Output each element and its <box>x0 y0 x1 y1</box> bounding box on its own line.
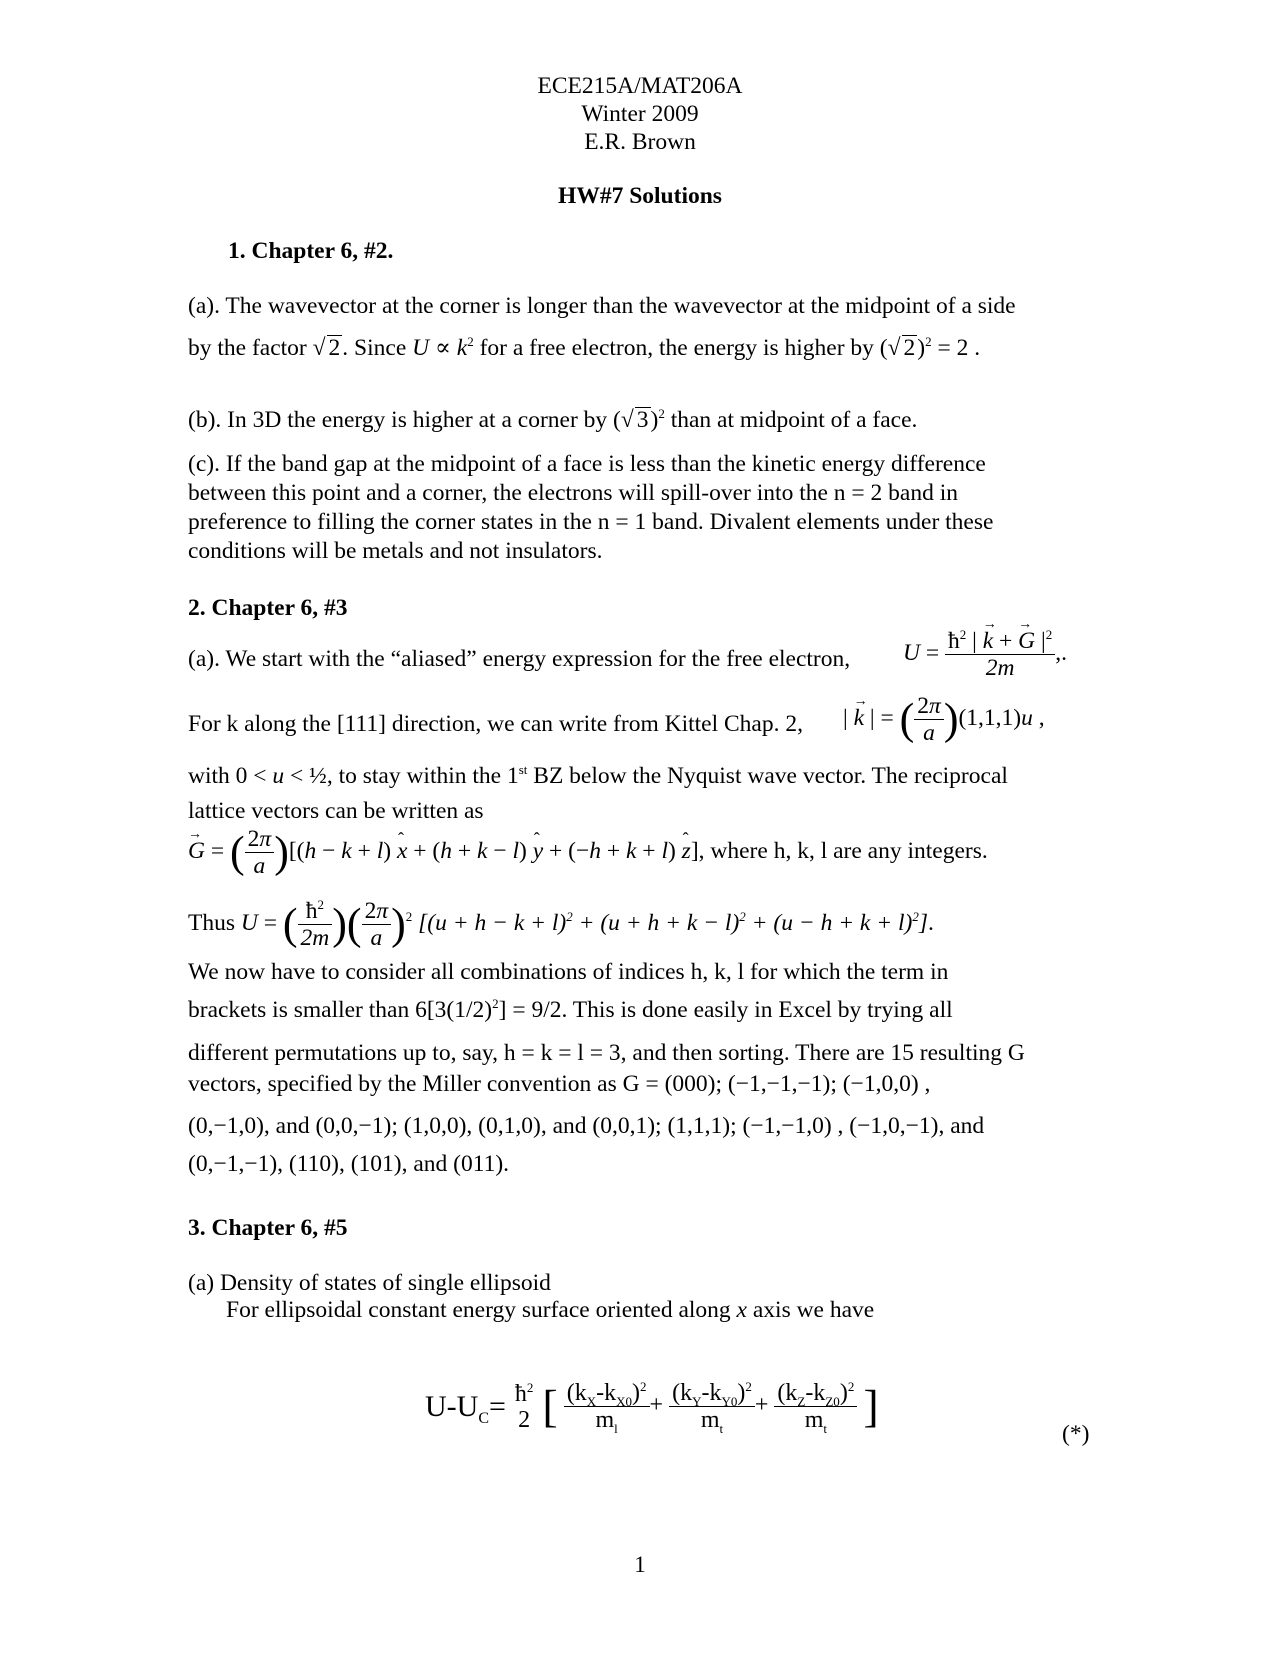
s2-perm-line: different permutations up to, say, h = k = l = 3, and then sorting. There are 15 resulting G <box>188 1040 1025 1066</box>
s2-vectors-line1: vectors, specified by the Miller convention as G = (000); (−1,−1,−1); (−1,0,0) , <box>188 1071 931 1097</box>
s1-c-line2: between this point and a corner, the electrons will spill-over into the n = 2 band in <box>188 480 958 506</box>
s2-energy-equation: U = $\frac{ħ^2 | \to k + \to G |^2}{2m}$ ,. <box>903 628 1067 681</box>
s3-a-line: (a) Density of states of single ellipsoid <box>188 1270 551 1296</box>
s1-c-line1: (c). If the band gap at the midpoint of a face is less than the kinetic energy difference <box>188 451 986 477</box>
section-3-heading: 3. Chapter 6, #5 <box>188 1215 348 1241</box>
s2-consider-line: We now have to consider all combinations of indices h, k, l for which the term in <box>188 959 949 985</box>
s2-with-line: with 0 < u < ½, to stay within the 1st BZ below the Nyquist wave vector. The reciprocal <box>188 762 1008 789</box>
s2-vectors-line3: (0,−1,−1), (110), (101), and (011). <box>188 1151 510 1177</box>
s1-c-line4: conditions will be metals and not insulators. <box>188 538 603 564</box>
s3-desc-line: For ellipsoidal constant energy surface oriented along x axis we have <box>226 1297 875 1323</box>
s2-g-equation: → G = ( $\frac{2\pi}{a}$ )[(h − k + l) ˆ x + (h + k − l) ˆ y + (−h + k + l) ˆ z], where h, k, l are any integers. <box>188 826 988 879</box>
s3-equation-label: (*) <box>1062 1421 1090 1447</box>
term: Winter 2009 <box>581 101 699 127</box>
s1-b-line: (b). In 3D the energy is higher at a corner by (√ 3)$^2$ than at midpoint of a face. <box>188 406 918 433</box>
s2-kline: For k along the [111] direction, we can write from Kittel Chap. 2, <box>188 711 803 737</box>
section-1-heading: 1. Chapter 6, #2. <box>228 238 394 264</box>
author: E.R. Brown <box>584 129 696 155</box>
s1-a-line2: by the factor √ 2. Since $U \propto k^2$ for a free electron, the energy is higher by (√ 2)$^2$ = 2 . <box>188 334 981 361</box>
s2-brackets-line: brackets is smaller than $6[3(1/2)^2] = 9/2$. This is done easily in Excel by trying all <box>188 996 953 1023</box>
page-number: 1 <box>634 1552 646 1577</box>
s2-vectors-line2: (0,−1,0), and (0,0,−1); (1,0,0), (0,1,0), and (0,0,1); (1,1,1); (−1,−1,0) , (−1,0,−1), and <box>188 1113 985 1139</box>
section-2-heading: 2. Chapter 6, #3 <box>188 595 348 621</box>
s2-lattice-line: lattice vectors can be written as <box>188 798 484 824</box>
page-title: HW#7 Solutions <box>558 183 722 209</box>
s2-thus-equation: Thus U = ( $\frac{ħ^2}{2m}$ )( $\frac{2\pi}{a}$ )$^2$ $[(u + h - k + l)^2 + (u + h + k - l)^2 + (u - h + k + l)^2]$. <box>188 897 934 951</box>
s2-k-equation: | → k | = ( $\frac{2\pi}{a}$ )(1,1,1)u , <box>843 693 1045 746</box>
s2-a-line: (a). We start with the “aliased” energy expression for the free electron, <box>188 646 851 672</box>
s1-c-line3: preference to filling the corner states in the n = 1 band. Divalent elements under these <box>188 509 994 535</box>
course-code: ECE215A/MAT206A <box>537 73 743 99</box>
s1-a-line1: (a). The wavevector at the corner is longer than the wavevector at the midpoint of a side <box>188 293 1016 319</box>
s3-ellipsoid-equation: $U-U_C=$ $ħ^2$ 2 [ $\frac{(k_X-k_{X0})^2}{m_l}$ + $\frac{(k_Y-k_{Y0})^2}{m_t}$ + $\frac{(k_Z-k_{Z0})^2}{m_t}$ ] <box>425 1379 879 1436</box>
